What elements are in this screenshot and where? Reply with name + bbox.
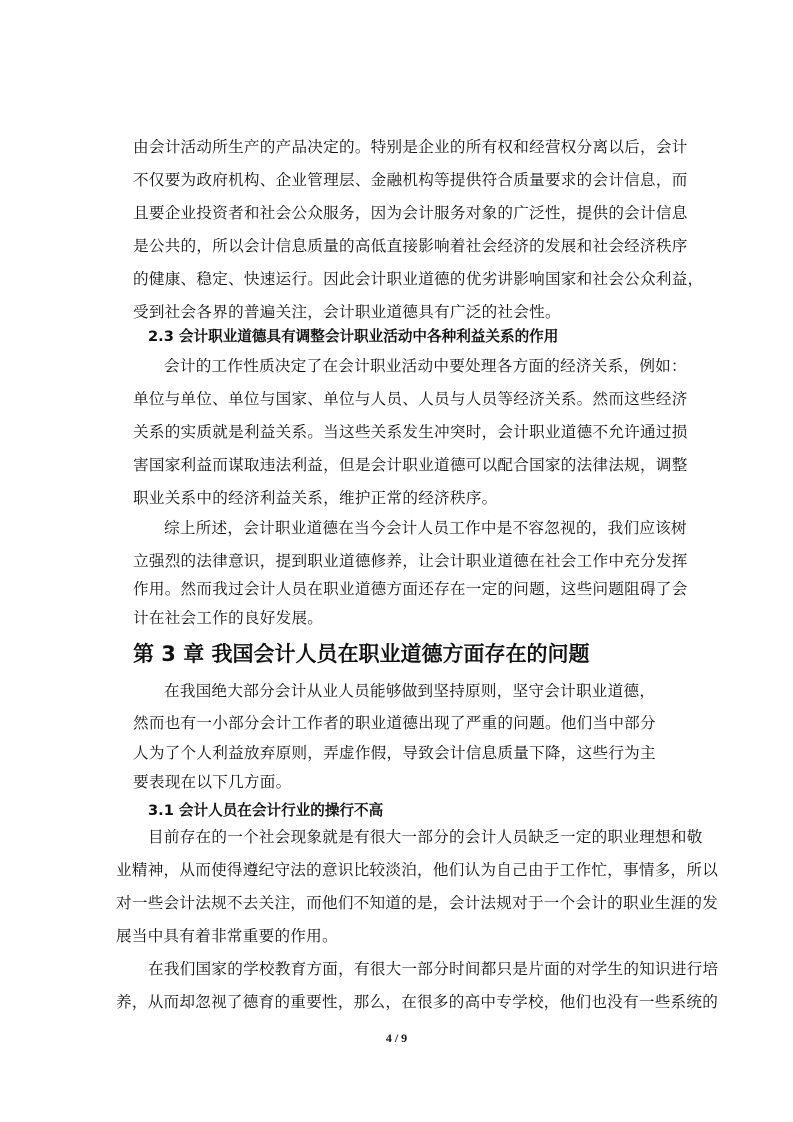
body-text-line: 在我们国家的学校教育方面，有很大一部分时间都只是片面的对学生的知识进行培 [148,960,719,978]
body-text-line: 对一些会计法规不去关注，而他们不知道的是，会计法规对于一个会计的职业生涯的发 [116,894,719,912]
body-text-line: 综上所述，会计职业道德在当今会计人员工作中是不容忽视的，我们应该树 [164,519,687,537]
body-text-line: 然而也有一小部分会计工作者的职业道德出现了严重的问题。他们当中部分 [133,714,656,732]
body-text-line: 害国家利益而谋取违法利益，但是会计职业道德可以配合国家的法律法规，调整 [133,456,688,474]
body-text-line: 人为了个人利益放弃原则，弄虚作假，导致会计信息质量下降，这些行为主 [133,744,656,762]
body-text-line: 养，从而却忽视了德育的重要性，那么，在很多的高中专学校，他们也没有一些系统的 [116,993,719,1011]
section-heading-3-1: 3.1 会计人员在会计行业的操行不高 [148,802,384,819]
body-text-line: 业精神，从而使得遵纪守法的意识比较淡泊，他们认为自己由于工作忙，事情多，所以 [116,861,719,879]
body-text-line: 目前存在的一个社会现象就是有很大一部分的会计人员缺乏一定的职业理想和敬 [148,828,703,846]
body-text-line: 在我国绝大部分会计从业人员能够做到坚持原则，坚守会计职业道德， [164,682,656,700]
body-text-line: 计在社会工作的良好发展。 [133,609,324,627]
body-text-line: 且要企业投资者和社会公众服务，因为会计服务对象的广泛性，提供的会计信息 [133,204,688,222]
body-text-line: 是公共的，所以会计信息质量的高低直接影响着社会经济的发展和社会经济秩序 [133,237,688,255]
body-text-line: 职业关系中的经济利益关系，维护正常的经济秩序。 [133,489,498,507]
chapter-heading-3: 第 3 章 我国会计人员在职业道德方面存在的问题 [133,642,590,666]
body-text-line: 受到社会各界的普遍关注，会计职业道德具有广泛的社会性。 [133,303,561,321]
section-heading-2-3: 2.3 会计职业道德具有调整会计职业活动中各种利益关系的作用 [148,328,559,345]
body-text-line: 由会计活动所生产的产品决定的。特别是企业的所有权和经营权分离以后，会计 [133,138,688,156]
body-text-line: 要表现在以下几方面。 [133,773,292,791]
body-text-line: 展当中具有着非常重要的作用。 [116,927,338,945]
body-text-line: 作用。然而我过会计人员在职业道德方面还存在一定的问题，这些问题阻碍了会 [133,580,688,598]
body-text-line: 立强烈的法律意识，提到职业道德修养，让会计职业道德在社会工作中充分发挥 [133,552,688,570]
body-text-line: 会计的工作性质决定了在会计职业活动中要处理各方面的经济关系，例如： [164,357,687,375]
body-text-line: 关系的实质就是利益关系。当这些关系发生冲突时，会计职业道德不允许通过损 [133,423,688,441]
body-text-line: 单位与单位、单位与国家、单位与人员、人员与人员等经济关系。然而这些经济 [133,390,688,408]
page-number: 4 / 9 [385,1031,408,1045]
body-text-line: 不仅要为政府机构、企业管理层、金融机构等提供符合质量要求的会计信息，而 [133,171,688,189]
body-text-line: 的健康、稳定、快速运行。因此会计职业道德的优劣讲影响国家和社会公众利益， [133,270,704,288]
